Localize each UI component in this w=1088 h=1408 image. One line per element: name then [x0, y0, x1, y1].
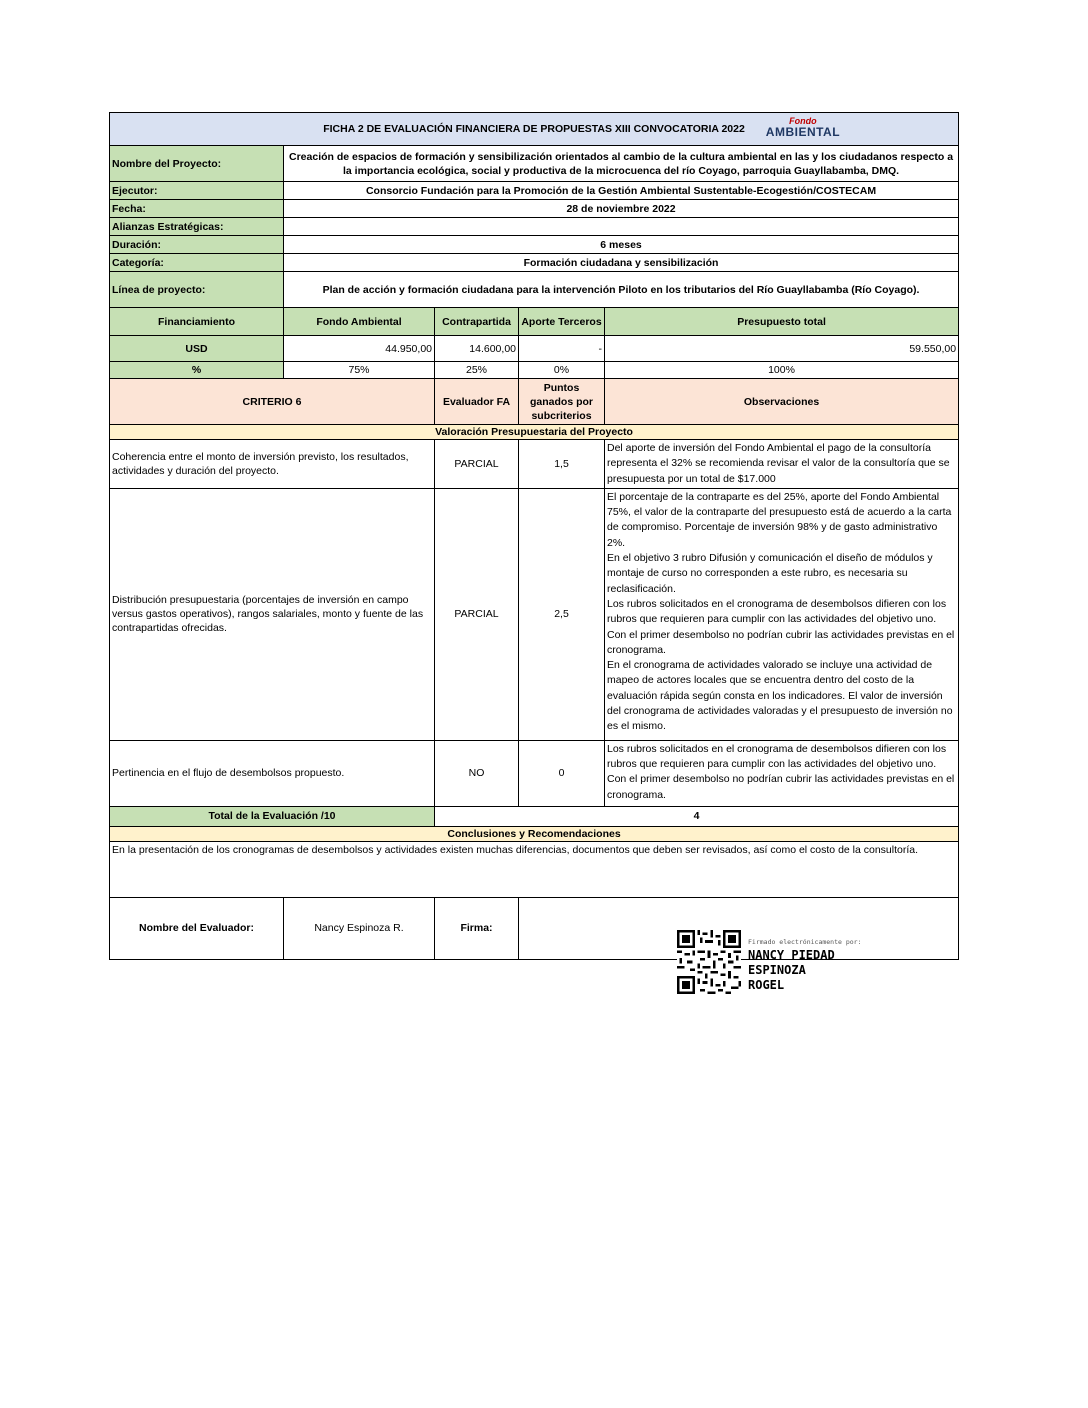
usd-third-party: - — [519, 336, 605, 362]
project-name-label: Nombre del Proyecto: — [110, 146, 284, 182]
duration-value: 6 meses — [284, 236, 959, 254]
criterion-row-1-text: Coherencia entre el monto de inversión previsto, los resultados, actividades y duración del proyecto. — [110, 440, 435, 489]
alliances-value — [284, 218, 959, 236]
usd-fondo-ambiental: 44.950,00 — [284, 336, 435, 362]
sheet-title-cell — [110, 113, 959, 146]
criterion-row-2-points: 2,5 — [519, 488, 605, 740]
executor-label: Ejecutor: — [110, 182, 284, 200]
signer-name-line: ROGEL — [748, 978, 785, 992]
criterion-row-1-evaluation: PARCIAL — [435, 440, 519, 489]
criterion-row-2-evaluation: PARCIAL — [435, 488, 519, 740]
evaluation-sheet — [109, 112, 958, 960]
signature-caption: Firmado electrónicamente por: — [748, 938, 862, 946]
criterion-row-2-observations — [605, 488, 959, 740]
criterion-row-1-observations: Del aporte de inversión del Fondo Ambiental el pago de la consultoría representa el 32% se recomienda revisar el valor de la consultoría que se presupuesta por un total de $17.000 — [605, 440, 959, 489]
observation-paragraph: El porcentaje de la contraparte es del 25%, aporte del Fondo Ambiental 75%, el valor de la contraparte del presupuesto está de acuerdo a la carta de compromiso. Porcentaje de inversión 98% y de gasto administrativo 2%. — [607, 490, 952, 549]
criterion-header: CRITERIO 6 — [110, 379, 435, 425]
alliances-label: Alianzas Estratégicas: — [110, 218, 284, 236]
category-value: Formación ciudadana y sensibilización — [284, 254, 959, 272]
observation-paragraph: En el cronograma de actividades valorado se incluye una actividad de mapeo de actores locales que se encuentra dentro del costo de la evaluación rápida según consta en los indicadores. El valor de inversión del cronograma de actividades valoradas y el presupuesto de inversión no es el mismo. — [607, 659, 953, 733]
percent-counterpart: 25% — [435, 362, 519, 379]
signer-name-line: ESPINOZA — [748, 963, 806, 977]
conclusions-title: Conclusiones y Recomendaciones — [110, 826, 959, 841]
total-budget-header: Presupuesto total — [605, 308, 959, 336]
criterion-row-3-text: Pertinencia en el flujo de desembolsos propuesto. — [110, 740, 435, 806]
total-evaluation-value: 4 — [435, 806, 959, 826]
percent-label: % — [110, 362, 284, 379]
signer-name-line: NANCY PIEDAD — [748, 948, 835, 962]
qr-code-icon — [677, 930, 741, 994]
percent-total: 100% — [605, 362, 959, 379]
sheet-title: FICHA 2 DE EVALUACIÓN FINANCIERA DE PROPUESTAS XIII CONVOCATORIA 2022 — [323, 123, 745, 135]
budget-assessment-title: Valoración Presupuestaria del Proyecto — [110, 425, 959, 440]
points-header: Puntos ganados por subcriterios — [519, 379, 605, 425]
duration-label: Duración: — [110, 236, 284, 254]
observation-paragraph: En el objetivo 3 rubro Difusión y comunicación el diseño de módulos y montaje de curso no corresponden a este rubro, es necesaria su reclasificación. — [607, 552, 933, 595]
financing-header: Financiamiento — [110, 308, 284, 336]
evaluator-fa-header: Evaluador FA — [435, 379, 519, 425]
usd-total: 59.550,00 — [605, 336, 959, 362]
electronic-signature — [677, 930, 877, 998]
signature-text — [748, 938, 862, 993]
usd-label: USD — [110, 336, 284, 362]
observation-paragraph: Los rubros solicitados en el cronograma de desembolsos difieren con los rubros que requieren para cumplir con las actividades del objetivo uno. Con el primer desembolso no podrían cubrir las actividades previstas en el cronograma. — [607, 597, 955, 656]
criterion-row-3-points: 0 — [519, 740, 605, 806]
date-value: 28 de noviembre 2022 — [284, 200, 959, 218]
evaluation-table — [109, 112, 959, 960]
fondo-ambiental-header: Fondo Ambiental — [284, 308, 435, 336]
observations-header: Observaciones — [605, 379, 959, 425]
project-line-label: Línea de proyecto: — [110, 272, 284, 308]
percent-third-party: 0% — [519, 362, 605, 379]
third-party-header: Aporte Terceros — [519, 308, 605, 336]
conclusions-text: En la presentación de los cronogramas de desembolsos y actividades existen muchas diferencias, documentos que deben ser revisados, así como el costo de la consultoría. — [110, 841, 959, 897]
evaluator-label: Nombre del Evaluador: — [110, 897, 284, 959]
usd-counterpart: 14.600,00 — [435, 336, 519, 362]
category-label: Categoría: — [110, 254, 284, 272]
project-line-value: Plan de acción y formación ciudadana para la intervención Piloto en los tributarios del Río Guayllabamba (Río Coyago). — [284, 272, 959, 308]
fondo-ambiental-logo: Fondo AMBIENTAL — [765, 116, 841, 139]
criterion-row-3-observations: Los rubros solicitados en el cronograma de desembolsos difieren con los rubros que requieren para cumplir con las actividades del objetivo uno. Con el primer desembolso no podrían cubrir las actividades previstas en el cronograma. — [605, 740, 959, 806]
counterpart-header: Contrapartida — [435, 308, 519, 336]
date-label: Fecha: — [110, 200, 284, 218]
signature-label: Firma: — [435, 897, 519, 959]
executor-value: Consorcio Fundación para la Promoción de la Gestión Ambiental Sustentable-Ecogestión/COSTECAM — [284, 182, 959, 200]
criterion-row-2-text: Distribución presupuestaria (porcentajes de inversión en campo versus gastos operativos), rangos salariales, monto y fuente de las contrapartidas ofrecidas. — [110, 488, 435, 740]
total-evaluation-label: Total de la Evaluación /10 — [110, 806, 435, 826]
criterion-row-3-evaluation: NO — [435, 740, 519, 806]
criterion-row-1-points: 1,5 — [519, 440, 605, 489]
evaluator-name: Nancy Espinoza R. — [284, 897, 435, 959]
percent-fondo-ambiental: 75% — [284, 362, 435, 379]
project-name-value: Creación de espacios de formación y sensibilización orientados al cambio de la cultura ambiental en las y los ciudadanos respecto a la importancia ecológica, social y productiva de la microcuenca del río Coyago, parroquia Guayllabamba, DMQ. — [284, 146, 959, 182]
